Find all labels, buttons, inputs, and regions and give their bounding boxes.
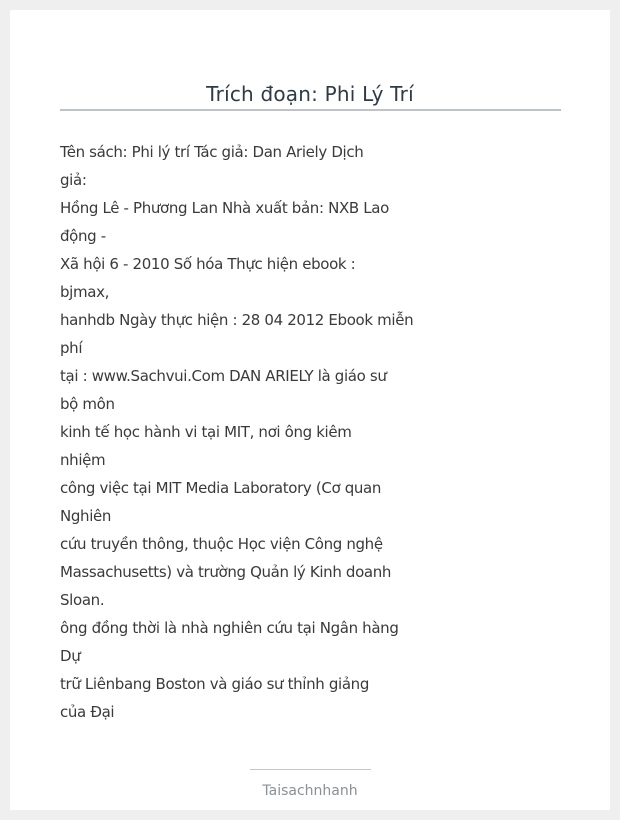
document-page	[10, 10, 610, 810]
text-line: cứu truyền thông, thuộc Học viện Công nghệ	[60, 535, 383, 553]
text-line: phí	[60, 339, 83, 357]
text-line: Tên sách: Phi lý trí Tác giả: Dan Ariely Dịch	[60, 143, 364, 161]
text-line: Sloan.	[60, 591, 105, 609]
title-divider	[60, 109, 561, 111]
text-line: hanhdb Ngày thực hiện : 28 04 2012 Ebook miễn	[60, 311, 414, 329]
text-line: Dự	[60, 647, 81, 665]
text-line: Hồng Lê - Phương Lan Nhà xuất bản: NXB Lao	[60, 199, 389, 217]
document-body	[60, 138, 430, 726]
text-line: bjmax,	[60, 283, 110, 301]
footer-source-label: Taisachnhanh	[262, 783, 358, 799]
text-line: Nghiên	[60, 507, 112, 525]
text-line: bộ môn	[60, 395, 115, 413]
text-line: tại : www.Sachvui.Com DAN ARIELY là giáo sư	[60, 367, 387, 385]
text-line: công việc tại MIT Media Laboratory (Cơ quan	[60, 479, 382, 497]
text-line: Xã hội 6 - 2010 Số hóa Thực hiện ebook :	[60, 255, 356, 273]
text-line: trữ Liênbang Boston và giáo sư thỉnh giảng	[60, 675, 370, 693]
text-line: giả:	[60, 171, 87, 189]
text-line: ông đồng thời là nhà nghiên cứu tại Ngân hàng	[60, 619, 399, 637]
text-line: của Đại	[60, 703, 115, 721]
text-line: kinh tế học hành vi tại MIT, nơi ông kiêm	[60, 423, 352, 441]
footer-divider	[250, 769, 371, 770]
text-line: Massachusetts) và trường Quản lý Kinh doanh	[60, 563, 392, 581]
text-line: động -	[60, 227, 106, 245]
document-title: Trích đoạn: Phi Lý Trí	[206, 82, 414, 106]
text-line: nhiệm	[60, 451, 106, 469]
